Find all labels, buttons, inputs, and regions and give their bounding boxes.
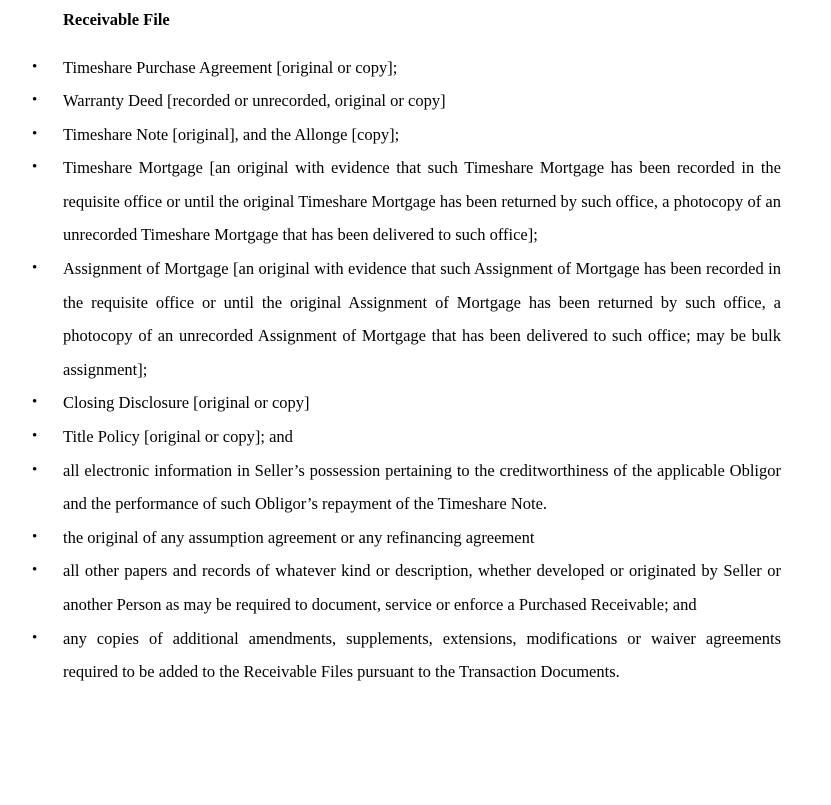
bullet-icon: • [32, 428, 38, 445]
list-item-text: Closing Disclosure [original or copy] [63, 393, 310, 413]
list-item-text: Timeshare Mortgage [an original with evidence that such Timeshare Mortgage has been recorded in the requisite office or until the original Timeshare Mortgage has been returned by such office, a photocopy of an unrecorded Timeshare Mortgage that has been delivered to such office]; [63, 158, 781, 245]
list-item [32, 252, 781, 386]
list-item [32, 454, 781, 521]
bullet-icon: • [32, 58, 38, 75]
list-item-text: Assignment of Mortgage [an original with evidence that such Assignment of Mortgage has been recorded in the requisite office or until the original Assignment of Mortgage has been returned by such office, a photocopy of an unrecorded Assignment of Mortgage that has been delivered to such office; may be bulk assignment]; [63, 259, 781, 379]
bullet-icon: • [32, 461, 38, 478]
list-item [32, 118, 781, 152]
bullet-icon: • [32, 260, 38, 277]
bullet-icon: • [32, 528, 38, 545]
bullet-icon: • [32, 92, 38, 109]
bullet-icon: • [32, 159, 38, 176]
page-title: Receivable File [63, 10, 170, 29]
list-item-text: any copies of additional amendments, supplements, extensions, modifications or waiver agreements required to be added to the Receivable Files pursuant to the Transaction Documents. [63, 628, 781, 682]
list-item-text: Timeshare Note [original], and the Allonge [copy]; [63, 124, 400, 144]
list-item [32, 521, 781, 555]
list-item [32, 84, 781, 118]
list-item-text: the original of any assumption agreement or any refinancing agreement [63, 527, 535, 547]
list-item [32, 420, 781, 454]
bullet-icon: • [32, 629, 38, 646]
bullet-icon: • [32, 125, 38, 142]
bullet-list [32, 51, 781, 689]
list-item-text: all other papers and records of whatever kind or description, whether developed or originated by Seller or another Person as may be required to document, service or enforce a Purchased Receivable; and [63, 561, 781, 614]
list-item [32, 151, 781, 252]
list-item-text: Timeshare Purchase Agreement [original or copy]; [63, 57, 398, 77]
bullet-icon: • [32, 394, 38, 411]
list-item [32, 386, 781, 420]
list-item [32, 51, 781, 85]
list-item-text: Title Policy [original or copy]; and [63, 427, 293, 447]
list-item [32, 554, 781, 621]
list-item-text: all electronic information in Seller’s possession pertaining to the creditworthiness of the applicable Obligor and the performance of such Obligor’s repayment of the Timeshare Note. [63, 460, 781, 514]
list-item [32, 622, 781, 689]
list-item-text: Warranty Deed [recorded or unrecorded, original or copy] [63, 91, 446, 111]
bullet-icon: • [32, 562, 38, 579]
